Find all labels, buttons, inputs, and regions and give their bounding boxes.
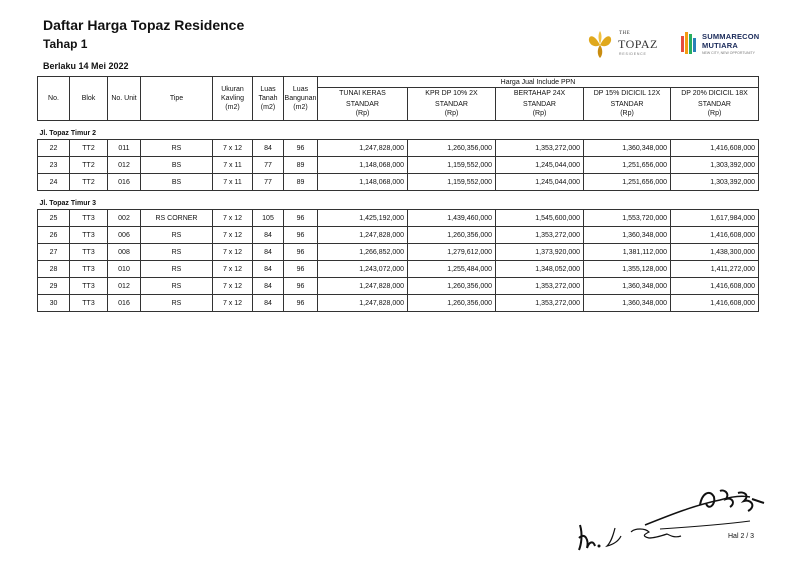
table-cell: 1,355,128,000	[584, 261, 671, 278]
table-cell: 96	[284, 210, 318, 227]
col-price-name: KPR DP 10% 2X	[408, 88, 496, 99]
col-price-name: DP 15% DICICIL 12X	[584, 88, 671, 99]
table-cell: 1,416,608,000	[671, 278, 759, 295]
table-cell: 1,411,272,000	[671, 261, 759, 278]
table-cell: TT3	[70, 295, 108, 312]
table-cell: 7 x 12	[213, 278, 253, 295]
table-cell: 7 x 11	[213, 157, 253, 174]
table-cell: 1,279,612,000	[408, 244, 496, 261]
col-unit: No. Unit	[108, 77, 141, 121]
col-price-standard: STANDAR (Rp)	[671, 98, 759, 121]
table-cell: 7 x 12	[213, 261, 253, 278]
table-cell: 7 x 12	[213, 210, 253, 227]
table-cell: 1,260,356,000	[408, 227, 496, 244]
table-cell: 011	[108, 140, 141, 157]
price-table	[37, 76, 759, 312]
signature-right	[640, 485, 770, 535]
table-cell: 1,148,068,000	[318, 157, 408, 174]
summarecon-mutiara: MUTIARA	[702, 41, 738, 50]
table-cell: 1,245,044,000	[496, 174, 584, 191]
col-price-group: Harga Jual Include PPN	[318, 77, 759, 88]
table-cell: 1,353,272,000	[496, 227, 584, 244]
col-price-standard: STANDAR (Rp)	[496, 98, 584, 121]
table-cell: 28	[38, 261, 70, 278]
table-cell: 1,260,356,000	[408, 295, 496, 312]
table-cell: RS	[141, 227, 213, 244]
topaz-logo-name: TOPAZ	[618, 37, 658, 51]
table-cell: RS	[141, 244, 213, 261]
table-cell: 96	[284, 227, 318, 244]
table-cell: 84	[253, 278, 284, 295]
table-cell: 006	[108, 227, 141, 244]
col-no: No.	[38, 77, 70, 121]
table-cell: 1,303,392,000	[671, 157, 759, 174]
table-cell: 105	[253, 210, 284, 227]
col-price-standard: STANDAR (Rp)	[408, 98, 496, 121]
table-cell: 1,545,600,000	[496, 210, 584, 227]
table-cell: 010	[108, 261, 141, 278]
document-subtitle: Tahap 1	[43, 37, 88, 51]
table-cell: 1,360,348,000	[584, 278, 671, 295]
table-cell: 1,353,272,000	[496, 278, 584, 295]
document-title: Daftar Harga Topaz Residence	[43, 17, 245, 33]
table-row	[38, 227, 759, 244]
table-cell: 1,425,192,000	[318, 210, 408, 227]
table-cell: 1,353,272,000	[496, 140, 584, 157]
table-cell: 1,243,072,000	[318, 261, 408, 278]
col-price-name: DP 20% DICICIL 18X	[671, 88, 759, 99]
table-cell: 012	[108, 278, 141, 295]
table-cell: 7 x 12	[213, 140, 253, 157]
col-price-name: BERTAHAP 24X	[496, 88, 584, 99]
table-cell: 96	[284, 261, 318, 278]
table-cell: 1,251,656,000	[584, 157, 671, 174]
summarecon-name: SUMMARECON	[702, 32, 760, 41]
col-kavling: Ukuran Kavling (m2)	[213, 77, 253, 121]
table-cell: 84	[253, 244, 284, 261]
table-cell: 22	[38, 140, 70, 157]
table-cell: 002	[108, 210, 141, 227]
table-cell: 1,247,828,000	[318, 227, 408, 244]
col-price-standard: STANDAR (Rp)	[584, 98, 671, 121]
effective-date: Berlaku 14 Mei 2022	[43, 61, 129, 71]
table-cell: 1,373,920,000	[496, 244, 584, 261]
table-cell: TT2	[70, 174, 108, 191]
table-row	[38, 157, 759, 174]
col-tipe: Tipe	[141, 77, 213, 121]
table-cell: RS CORNER	[141, 210, 213, 227]
section-title: Jl. Topaz Timur 3	[39, 200, 97, 207]
table-cell: 96	[284, 140, 318, 157]
table-cell: 26	[38, 227, 70, 244]
col-tanah: Luas Tanah (m2)	[253, 77, 284, 121]
col-price-standard: STANDAR (Rp)	[318, 98, 408, 121]
table-cell: 1,416,608,000	[671, 140, 759, 157]
table-cell: 24	[38, 174, 70, 191]
table-cell: 96	[284, 295, 318, 312]
table-cell: 23	[38, 157, 70, 174]
topaz-logo	[586, 29, 666, 61]
table-cell: TT2	[70, 140, 108, 157]
table-row	[38, 261, 759, 278]
table-cell: 016	[108, 295, 141, 312]
table-cell: 1,553,720,000	[584, 210, 671, 227]
table-cell: 1,360,348,000	[584, 140, 671, 157]
table-cell: 7 x 12	[213, 295, 253, 312]
table-cell: 1,247,828,000	[318, 295, 408, 312]
col-blok: Blok	[70, 77, 108, 121]
table-cell: 1,381,112,000	[584, 244, 671, 261]
table-cell: 1,260,356,000	[408, 278, 496, 295]
table-row	[38, 210, 759, 227]
table-cell: 84	[253, 140, 284, 157]
table-cell: TT3	[70, 227, 108, 244]
table-cell: TT3	[70, 261, 108, 278]
table-cell: 1,353,272,000	[496, 295, 584, 312]
col-price-name: TUNAI KERAS	[318, 88, 408, 99]
table-cell: 1,255,484,000	[408, 261, 496, 278]
table-cell: 1,348,052,000	[496, 261, 584, 278]
price-table-body	[38, 121, 759, 312]
table-cell: 84	[253, 227, 284, 244]
table-cell: 1,260,356,000	[408, 140, 496, 157]
table-cell: 1,439,460,000	[408, 210, 496, 227]
table-cell: BS	[141, 174, 213, 191]
table-cell: 27	[38, 244, 70, 261]
table-cell: TT3	[70, 278, 108, 295]
table-cell: RS	[141, 261, 213, 278]
table-cell: 7 x 12	[213, 244, 253, 261]
table-cell: 1,416,608,000	[671, 227, 759, 244]
summarecon-tagline: NEW CITY, NEW OPPORTUNITY	[702, 51, 755, 55]
table-cell: 1,247,828,000	[318, 278, 408, 295]
table-cell: 1,159,552,000	[408, 174, 496, 191]
table-cell: 89	[284, 174, 318, 191]
table-cell: 84	[253, 295, 284, 312]
table-cell: 1,438,300,000	[671, 244, 759, 261]
table-cell: 1,251,656,000	[584, 174, 671, 191]
table-cell: TT2	[70, 157, 108, 174]
table-cell: 1,245,044,000	[496, 157, 584, 174]
table-cell: 1,360,348,000	[584, 227, 671, 244]
table-cell: RS	[141, 140, 213, 157]
table-cell: 1,617,984,000	[671, 210, 759, 227]
table-row	[38, 295, 759, 312]
topaz-logo-sub: RESIDENCE	[619, 52, 647, 56]
table-cell: 77	[253, 157, 284, 174]
table-row	[38, 244, 759, 261]
summarecon-logo	[680, 30, 770, 62]
table-cell: 1,159,552,000	[408, 157, 496, 174]
table-row	[38, 140, 759, 157]
table-cell: 89	[284, 157, 318, 174]
table-row	[38, 174, 759, 191]
table-cell: 77	[253, 174, 284, 191]
table-cell: 016	[108, 174, 141, 191]
table-cell: RS	[141, 295, 213, 312]
table-cell: 1,148,068,000	[318, 174, 408, 191]
table-cell: 012	[108, 157, 141, 174]
table-cell: TT3	[70, 244, 108, 261]
table-cell: 7 x 11	[213, 174, 253, 191]
table-cell: RS	[141, 278, 213, 295]
table-cell: 008	[108, 244, 141, 261]
table-cell: 7 x 12	[213, 227, 253, 244]
table-cell: 30	[38, 295, 70, 312]
topaz-logo-the: THE	[619, 31, 631, 36]
table-cell: 1,360,348,000	[584, 295, 671, 312]
table-cell: 29	[38, 278, 70, 295]
page-number: Hal 2 / 3	[728, 533, 755, 540]
table-cell: 1,416,608,000	[671, 295, 759, 312]
table-cell: TT3	[70, 210, 108, 227]
table-row	[38, 278, 759, 295]
table-cell: 84	[253, 261, 284, 278]
table-cell: 1,247,828,000	[318, 140, 408, 157]
table-cell: BS	[141, 157, 213, 174]
section-title: Jl. Topaz Timur 2	[39, 130, 97, 137]
table-cell: 1,303,392,000	[671, 174, 759, 191]
table-cell: 25	[38, 210, 70, 227]
col-bangunan: Luas Bangunan (m2)	[284, 77, 318, 121]
topaz-flower-icon	[586, 29, 614, 59]
summarecon-mark-icon	[680, 30, 698, 58]
table-cell: 96	[284, 278, 318, 295]
table-cell: 96	[284, 244, 318, 261]
table-cell: 1,266,852,000	[318, 244, 408, 261]
